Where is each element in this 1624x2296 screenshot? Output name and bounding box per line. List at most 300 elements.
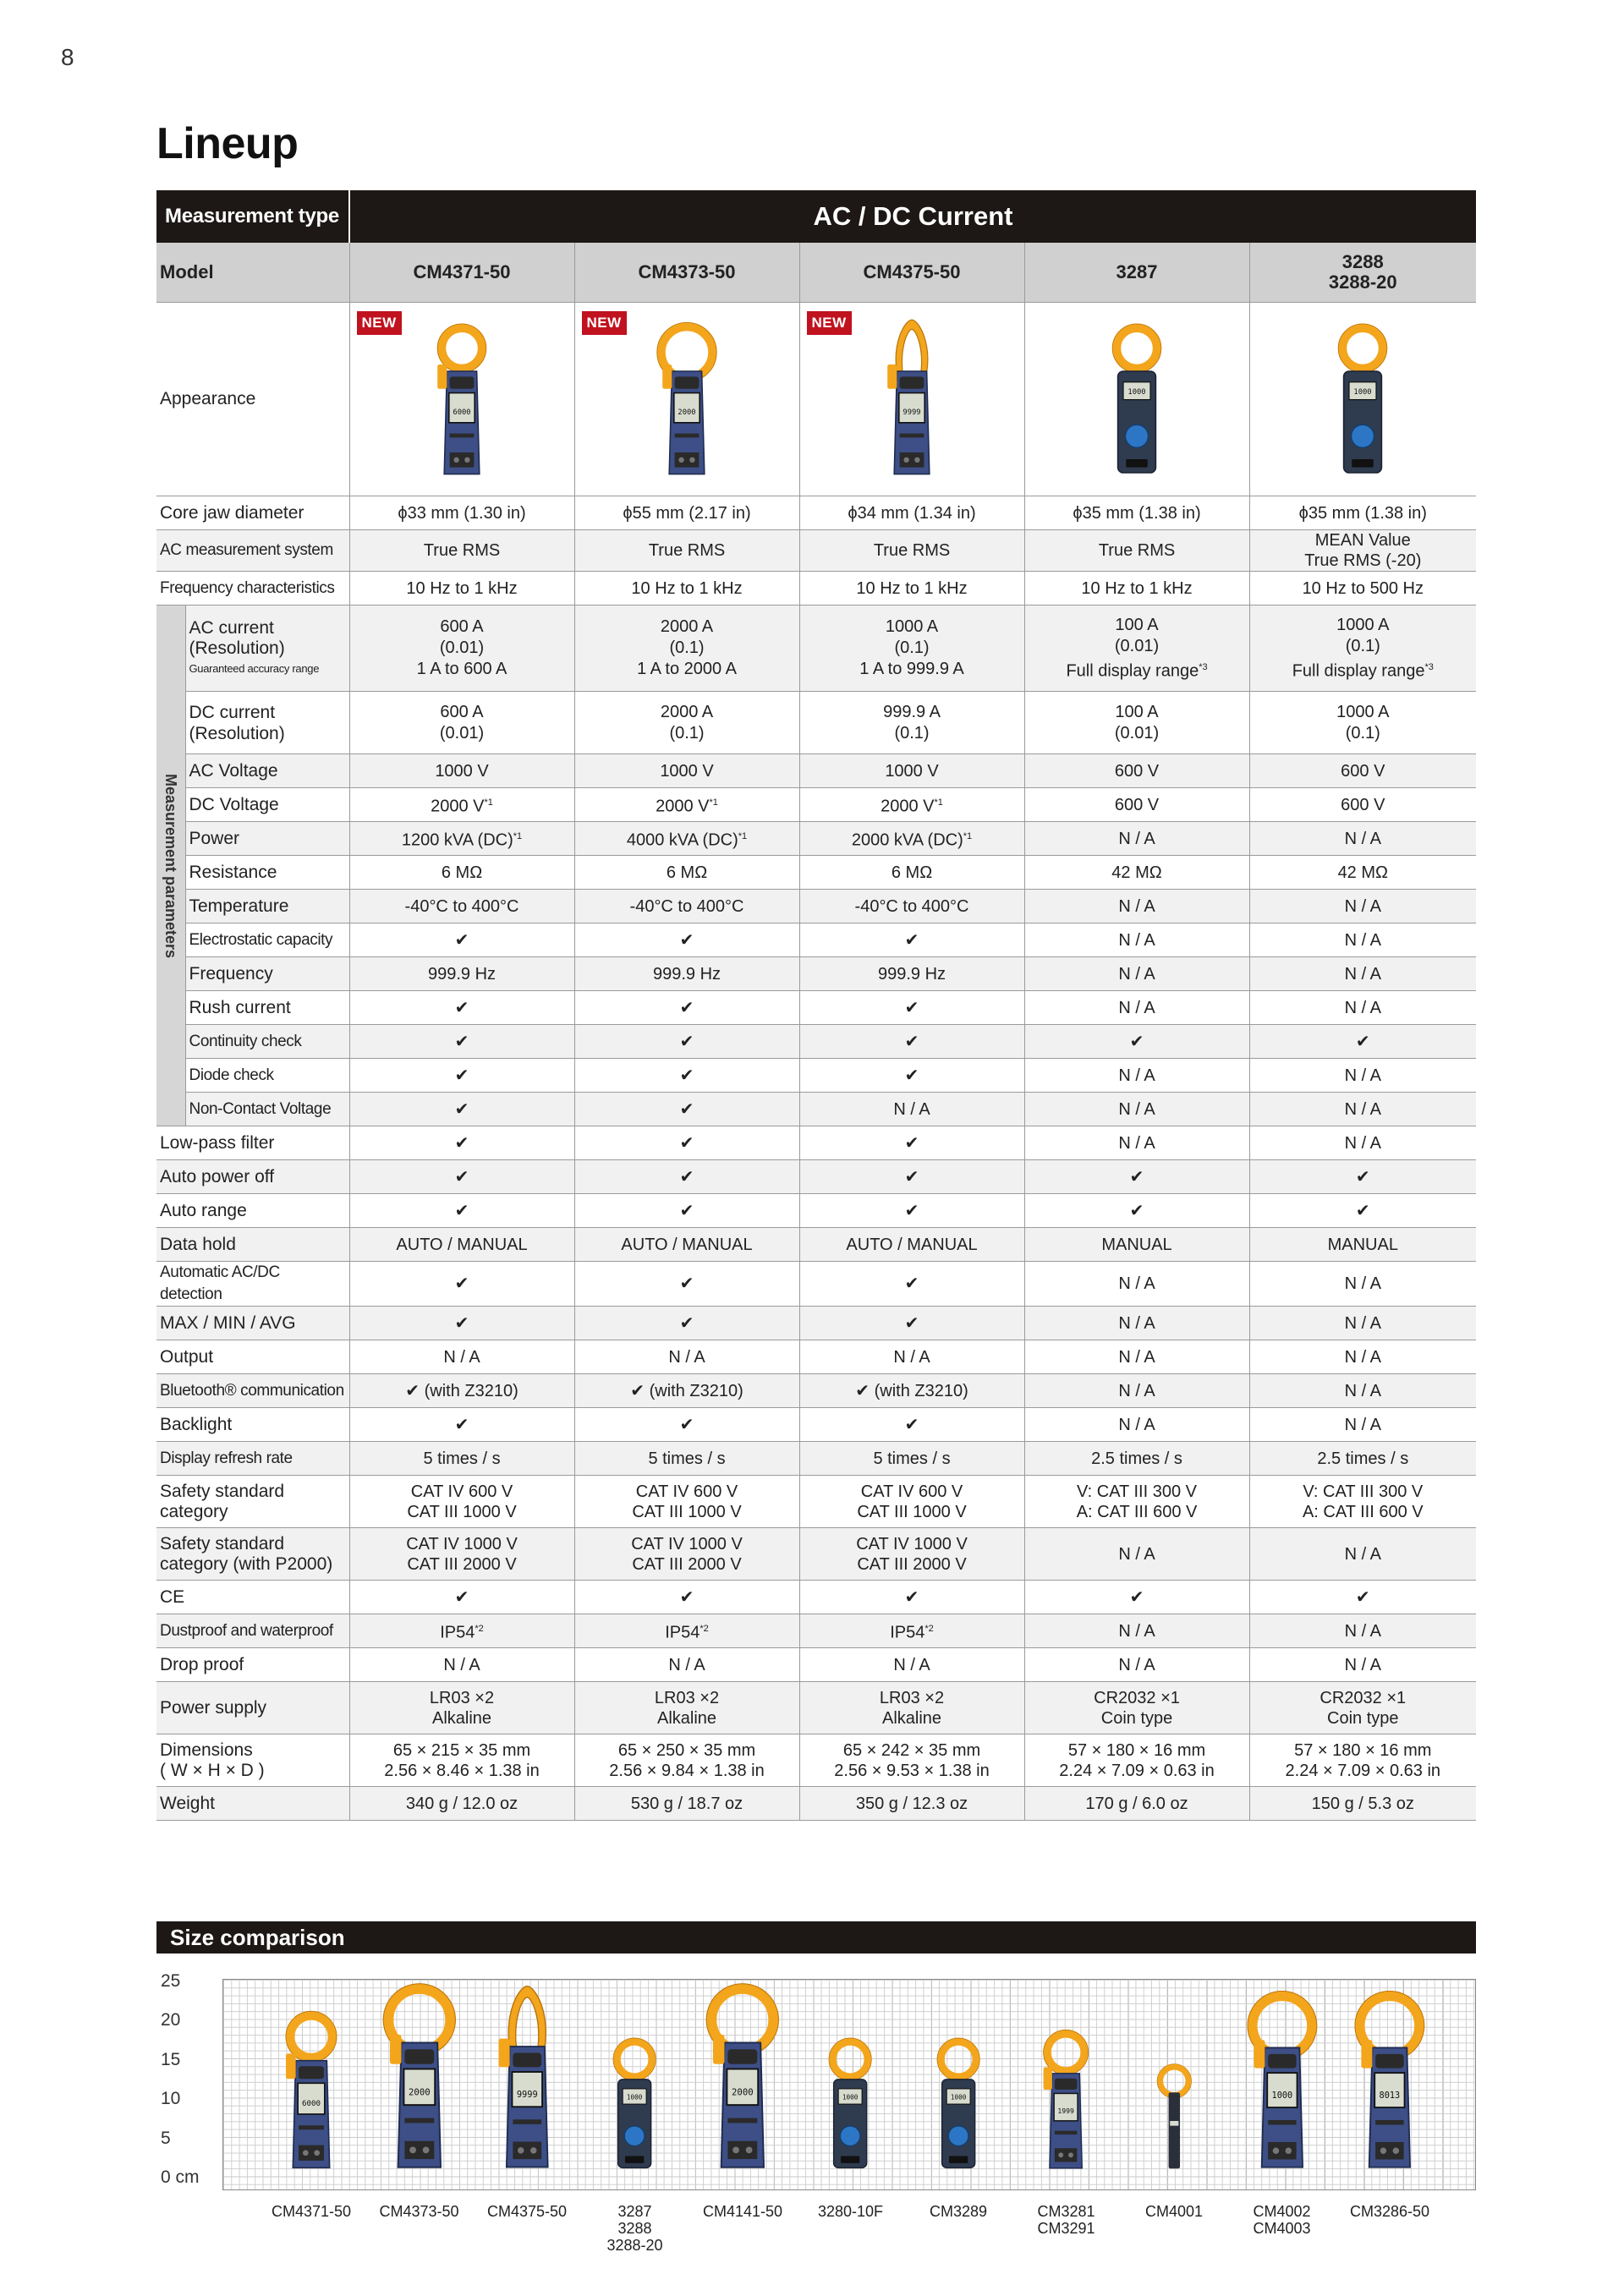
spec-cell: V: CAT III 300 V A: CAT III 600 V <box>1249 1476 1476 1528</box>
spec-cell: -40°C to 400°C <box>799 890 1024 923</box>
spec-cell: 100 A (0.01) <box>1024 692 1249 754</box>
footnote-mark: *1 <box>484 797 493 808</box>
spec-cell: ✔ <box>349 1307 574 1340</box>
spec-cell: 2000 V$^{*1}$ <box>799 788 1024 822</box>
size-comparison-label: CM4371-50 <box>271 2203 352 2220</box>
svg-text:1000: 1000 <box>627 2093 643 2101</box>
spec-cell: N / A <box>799 1093 1024 1126</box>
spec-row-label: Drop proof <box>156 1648 349 1682</box>
spec-cell: ✔ <box>349 1025 574 1059</box>
spec-cell: AUTO / MANUAL <box>349 1228 574 1262</box>
spec-cell: ✔ <box>1024 1194 1249 1228</box>
spec-row <box>156 1787 1476 1821</box>
spec-cell: CAT IV 1000 V CAT III 2000 V <box>574 1528 799 1581</box>
model-name: CM4373-50 <box>574 243 799 303</box>
spec-row <box>156 1682 1476 1734</box>
spec-cell: ✔ <box>349 1581 574 1614</box>
spec-row-label: Frequency <box>185 957 349 991</box>
spec-row <box>156 1126 1476 1160</box>
spec-row <box>156 923 1476 957</box>
svg-text:1000: 1000 <box>1353 388 1372 397</box>
spec-cell: ✔ <box>799 1194 1024 1228</box>
footnote-mark: *1 <box>963 831 973 842</box>
spec-cell: ✔ <box>799 1307 1024 1340</box>
size-comparison-header: Size comparison <box>156 1921 1476 1954</box>
spec-cell: ϕ35 mm (1.38 in) <box>1024 496 1249 530</box>
footnote-mark: *2 <box>475 1624 484 1635</box>
size-axis-tick: 10 <box>161 2089 181 2108</box>
spec-cell: N / A <box>1249 1307 1476 1340</box>
size-comparison-device <box>1034 2024 1097 2178</box>
spec-cell: 600 V <box>1249 754 1476 788</box>
page-number: 8 <box>61 44 74 70</box>
spec-row <box>156 572 1476 606</box>
footnote-mark: *2 <box>924 1624 934 1635</box>
svg-text:8013: 8013 <box>1379 2091 1401 2101</box>
spec-row <box>156 496 1476 530</box>
page-title: Lineup <box>156 119 299 168</box>
spec-cell: N / A <box>1249 1648 1476 1682</box>
spec-cell: CR2032 ×1 Coin type <box>1249 1682 1476 1734</box>
size-comparison-label: CM4141-50 <box>702 2203 783 2220</box>
header-row-measurement-type <box>156 190 1476 243</box>
spec-row <box>156 1025 1476 1059</box>
spec-cell: N / A <box>799 1340 1024 1374</box>
spec-cell: N / A <box>1024 991 1249 1025</box>
spec-row-label: Backlight <box>156 1408 349 1442</box>
spec-cell: 6 MΩ <box>799 856 1024 890</box>
spec-row-label: DC Voltage <box>185 788 349 822</box>
new-badge: NEW <box>357 311 402 335</box>
spec-cell: 42 MΩ <box>1249 856 1476 890</box>
spec-cell: N / A <box>1249 1408 1476 1442</box>
spec-cell: True RMS <box>1024 530 1249 572</box>
size-comparison-label: CM4001 <box>1144 2203 1204 2220</box>
spec-cell: 10 Hz to 1 kHz <box>349 572 574 606</box>
spec-cell: MANUAL <box>1024 1228 1249 1262</box>
spec-cell: N / A <box>1249 991 1476 1025</box>
spec-row-label: Display refresh rate <box>156 1442 349 1476</box>
spec-cell: N / A <box>1249 1374 1476 1408</box>
model-label: Model <box>156 243 349 303</box>
spec-row <box>156 788 1476 822</box>
appearance-cell <box>574 303 799 496</box>
spec-cell: 4000 kVA (DC)$^{*1}$ <box>574 822 799 856</box>
size-comparison-label: CM4373-50 <box>379 2203 459 2220</box>
spec-cell: CAT IV 600 V CAT III 1000 V <box>349 1476 574 1528</box>
spec-cell: ✔ <box>349 991 574 1025</box>
spec-cell: ✔ <box>799 1059 1024 1093</box>
appearance-image <box>575 303 799 496</box>
spec-row <box>156 1734 1476 1787</box>
spec-cell: N / A <box>1024 1126 1249 1160</box>
size-comparison-device <box>605 2032 664 2178</box>
footnote-mark: *2 <box>700 1624 709 1635</box>
svg-text:2000: 2000 <box>408 2086 431 2097</box>
svg-text:9999: 9999 <box>903 408 921 418</box>
spec-cell: -40°C to 400°C <box>574 890 799 923</box>
spec-cell: ✔ <box>574 1262 799 1307</box>
appearance-row <box>156 303 1476 496</box>
spec-row <box>156 991 1476 1025</box>
footnote-mark: *1 <box>738 831 748 842</box>
appearance-cell <box>1024 303 1249 496</box>
appearance-image <box>1025 303 1249 496</box>
spec-cell: N / A <box>1024 1648 1249 1682</box>
spec-cell: ✔ <box>349 1194 574 1228</box>
size-comparison-device <box>276 2004 347 2178</box>
svg-text:6000: 6000 <box>301 2099 321 2109</box>
spec-cell: ✔ <box>1249 1581 1476 1614</box>
spec-cell: ✔ <box>574 1408 799 1442</box>
new-badge: NEW <box>582 311 627 335</box>
spec-cell: 5 times / s <box>799 1442 1024 1476</box>
spec-row <box>156 1228 1476 1262</box>
spec-row-label: Electrostatic capacity <box>185 923 349 957</box>
size-comparison-label: CM3286-50 <box>1349 2203 1430 2220</box>
spec-cell: ✔ <box>799 1126 1024 1160</box>
spec-cell: ϕ34 mm (1.34 in) <box>799 496 1024 530</box>
size-comparison-label: CM3289 <box>929 2203 988 2220</box>
size-comparison-devices <box>222 1979 1476 2190</box>
spec-cell: CAT IV 1000 V CAT III 2000 V <box>349 1528 574 1581</box>
measurement-type-label: Measurement type <box>156 190 349 243</box>
measurement-parameters-side-label: Measurement parameters <box>156 606 185 1126</box>
header-row-model <box>156 243 1476 303</box>
spec-cell: 350 g / 12.3 oz <box>799 1787 1024 1821</box>
size-comparison-device <box>820 2032 880 2178</box>
spec-cell: LR03 ×2 Alkaline <box>349 1682 574 1734</box>
spec-cell: N / A <box>1024 923 1249 957</box>
spec-cell: 170 g / 6.0 oz <box>1024 1787 1249 1821</box>
spec-cell: N / A <box>574 1340 799 1374</box>
spec-row-dc-current <box>156 692 1476 754</box>
spec-cell: CR2032 ×1 Coin type <box>1024 1682 1249 1734</box>
spec-cell: 1000 A (0.1) <box>1249 692 1476 754</box>
spec-row <box>156 1374 1476 1408</box>
spec-row-ac-current <box>156 606 1476 692</box>
spec-row <box>156 890 1476 923</box>
new-badge: NEW <box>807 311 852 335</box>
spec-cell: True RMS <box>349 530 574 572</box>
spec-cell: N / A <box>1249 1262 1476 1307</box>
spec-cell: CAT IV 600 V CAT III 1000 V <box>574 1476 799 1528</box>
spec-row <box>156 1262 1476 1307</box>
spec-cell: IP54$^{*2}$ <box>574 1614 799 1648</box>
spec-row-label: Safety standard category <box>156 1476 349 1528</box>
spec-cell: ✔ <box>799 991 1024 1025</box>
spec-cell: True RMS <box>574 530 799 572</box>
model-name: CM4375-50 <box>799 243 1024 303</box>
measurement-type-value: AC / DC Current <box>349 190 1476 243</box>
spec-cell: 6 MΩ <box>349 856 574 890</box>
spec-cell: IP54$^{*2}$ <box>799 1614 1024 1648</box>
spec-cell: 999.9 Hz <box>574 957 799 991</box>
lineup-spec-table <box>156 190 1476 1821</box>
spec-row-label: DC current (Resolution) <box>185 692 349 754</box>
size-comparison-label: CM4375-50 <box>486 2203 568 2220</box>
spec-cell: CAT IV 1000 V CAT III 2000 V <box>799 1528 1024 1581</box>
size-axis-tick: 0 cm <box>161 2167 200 2187</box>
spec-cell: ✔ (with Z3210) <box>574 1374 799 1408</box>
spec-cell: 2000 A (0.1) <box>574 692 799 754</box>
spec-cell: 65 × 242 × 35 mm 2.56 × 9.53 × 1.38 in <box>799 1734 1024 1787</box>
spec-cell: 600 V <box>1024 788 1249 822</box>
spec-cell: N / A <box>1024 1528 1249 1581</box>
spec-cell: ✔ <box>574 923 799 957</box>
spec-row <box>156 1648 1476 1682</box>
spec-cell: N / A <box>1024 1614 1249 1648</box>
size-comparison-label: CM4002 CM4003 <box>1253 2203 1311 2237</box>
spec-row-label: Non-Contact Voltage <box>185 1093 349 1126</box>
svg-text:9999: 9999 <box>516 2089 538 2100</box>
spec-cell: 340 g / 12.0 oz <box>349 1787 574 1821</box>
spec-row-label: AC Voltage <box>185 754 349 788</box>
size-comparison-device <box>1150 2059 1199 2178</box>
size-comparison-label: 3280-10F <box>817 2203 884 2220</box>
spec-cell: N / A <box>799 1648 1024 1682</box>
spec-row-label: Auto power off <box>156 1160 349 1194</box>
size-comparison-device <box>1350 1985 1429 2178</box>
svg-text:2000: 2000 <box>678 408 696 418</box>
spec-cell: ✔ <box>574 1126 799 1160</box>
spec-cell: ✔ <box>349 1262 574 1307</box>
spec-cell: ✔ <box>1024 1160 1249 1194</box>
svg-text:1000: 1000 <box>842 2093 859 2101</box>
spec-cell: 1000 V <box>574 754 799 788</box>
spec-cell: 2000 V$^{*1}$ <box>349 788 574 822</box>
spec-row <box>156 1307 1476 1340</box>
spec-cell: ϕ55 mm (2.17 in) <box>574 496 799 530</box>
spec-row-label: Diode check <box>185 1059 349 1093</box>
spec-cell: N / A <box>349 1340 574 1374</box>
spec-cell: 600 A (0.01) 1 A to 600 A <box>349 606 574 692</box>
spec-cell: ✔ <box>799 1160 1024 1194</box>
size-comparison-device <box>378 1977 461 2178</box>
svg-text:1000: 1000 <box>950 2093 967 2101</box>
footnote-mark: *1 <box>934 797 943 808</box>
spec-row <box>156 1581 1476 1614</box>
spec-cell: ✔ <box>349 1126 574 1160</box>
svg-text:1000: 1000 <box>1271 2091 1292 2101</box>
spec-row <box>156 1408 1476 1442</box>
spec-row-label: AC current (Resolution) Guaranteed accuracy range <box>185 606 349 692</box>
spec-cell: 999.9 A (0.1) <box>799 692 1024 754</box>
clamp-meter-illustration <box>1329 310 1396 493</box>
spec-cell: 10 Hz to 1 kHz <box>799 572 1024 606</box>
spec-row-label: Dimensions ( W × H × D ) <box>156 1734 349 1787</box>
spec-row <box>156 530 1476 572</box>
size-comparison-device <box>929 2032 988 2178</box>
clamp-meter-illustration <box>1103 310 1171 493</box>
spec-cell: 57 × 180 × 16 mm 2.24 × 7.09 × 0.63 in <box>1024 1734 1249 1787</box>
appearance-image <box>350 303 574 496</box>
spec-row-label: MAX / MIN / AVG <box>156 1307 349 1340</box>
spec-row-label: AC measurement system <box>156 530 349 572</box>
spec-cell: True RMS <box>799 530 1024 572</box>
spec-cell: 10 Hz to 1 kHz <box>574 572 799 606</box>
spec-cell: N / A <box>1024 1059 1249 1093</box>
size-comparison-device <box>487 1983 568 2178</box>
spec-cell: N / A <box>1024 822 1249 856</box>
size-comparison-label: CM3281 CM3291 <box>1037 2203 1095 2237</box>
spec-cell: N / A <box>1024 890 1249 923</box>
spec-cell: ✔ <box>1024 1581 1249 1614</box>
spec-row-label: Frequency characteristics <box>156 572 349 606</box>
spec-cell: ✔ <box>574 1194 799 1228</box>
spec-cell: 10 Hz to 500 Hz <box>1249 572 1476 606</box>
model-name: 3287 <box>1024 243 1249 303</box>
spec-row-label: CE <box>156 1581 349 1614</box>
spec-row-label: Power supply <box>156 1682 349 1734</box>
clamp-meter-illustration <box>428 310 496 493</box>
appearance-image <box>800 303 1024 496</box>
spec-cell: LR03 ×2 Alkaline <box>799 1682 1024 1734</box>
appearance-cell <box>799 303 1024 496</box>
spec-cell: ✔ <box>799 1408 1024 1442</box>
spec-cell: 530 g / 18.7 oz <box>574 1787 799 1821</box>
size-axis-tick: 20 <box>161 2010 181 2030</box>
spec-cell: 1000 A (0.1) 1 A to 999.9 A <box>799 606 1024 692</box>
spec-cell: 1000 V <box>799 754 1024 788</box>
spec-cell: N / A <box>1024 1408 1249 1442</box>
spec-cell: 1200 kVA (DC)$^{*1}$ <box>349 822 574 856</box>
spec-cell: 5 times / s <box>349 1442 574 1476</box>
spec-row <box>156 1340 1476 1374</box>
spec-cell: 600 A (0.01) <box>349 692 574 754</box>
spec-cell: N / A <box>1249 923 1476 957</box>
svg-text:1000: 1000 <box>1127 388 1146 397</box>
spec-cell: ✔ <box>574 991 799 1025</box>
spec-cell: 999.9 Hz <box>349 957 574 991</box>
spec-cell: N / A <box>349 1648 574 1682</box>
spec-cell: ✔ <box>1249 1160 1476 1194</box>
size-axis-tick: 5 <box>161 2128 171 2148</box>
spec-row-label: Temperature <box>185 890 349 923</box>
spec-cell: N / A <box>1249 1059 1476 1093</box>
footnote-mark: *1 <box>513 831 523 842</box>
spec-cell: ✔ <box>574 1307 799 1340</box>
spec-row-label: Power <box>185 822 349 856</box>
spec-row-label: Low-pass filter <box>156 1126 349 1160</box>
spec-cell: N / A <box>1249 1614 1476 1648</box>
spec-cell: N / A <box>1249 1528 1476 1581</box>
spec-cell: 5 times / s <box>574 1442 799 1476</box>
spec-cell: -40°C to 400°C <box>349 890 574 923</box>
spec-cell: AUTO / MANUAL <box>574 1228 799 1262</box>
size-comparison-device <box>1243 1985 1322 2178</box>
spec-row <box>156 856 1476 890</box>
spec-row <box>156 957 1476 991</box>
spec-cell: V: CAT III 300 V A: CAT III 600 V <box>1024 1476 1249 1528</box>
spec-row-label: Safety standard category (with P2000) <box>156 1528 349 1581</box>
spec-row-label: Output <box>156 1340 349 1374</box>
spec-cell: ✔ <box>349 1059 574 1093</box>
spec-cell: 600 V <box>1249 788 1476 822</box>
spec-row-label: Resistance <box>185 856 349 890</box>
svg-text:2000: 2000 <box>732 2086 754 2097</box>
spec-row <box>156 1476 1476 1528</box>
spec-cell: 2000 kVA (DC)$^{*1}$ <box>799 822 1024 856</box>
spec-row <box>156 1160 1476 1194</box>
spec-cell: N / A <box>1024 957 1249 991</box>
spec-row-label: Automatic AC/DC detection <box>156 1262 349 1307</box>
spec-cell: CAT IV 600 V CAT III 1000 V <box>799 1476 1024 1528</box>
spec-row <box>156 1614 1476 1648</box>
spec-cell: N / A <box>574 1648 799 1682</box>
spec-cell: MEAN Value True RMS (-20) <box>1249 530 1476 572</box>
spec-cell: ✔ <box>574 1581 799 1614</box>
spec-row-label: Weight <box>156 1787 349 1821</box>
spec-cell: 600 V <box>1024 754 1249 788</box>
model-name: 3288 3288-20 <box>1249 243 1476 303</box>
spec-cell: 1000 V <box>349 754 574 788</box>
spec-cell: ✔ <box>799 1025 1024 1059</box>
spec-row-label: Data hold <box>156 1228 349 1262</box>
spec-row <box>156 822 1476 856</box>
spec-cell: N / A <box>1024 1307 1249 1340</box>
spec-cell: N / A <box>1249 890 1476 923</box>
spec-cell: 2.5 times / s <box>1249 1442 1476 1476</box>
spec-cell: AUTO / MANUAL <box>799 1228 1024 1262</box>
spec-cell: N / A <box>1249 957 1476 991</box>
model-name: CM4371-50 <box>349 243 574 303</box>
spec-cell: 65 × 215 × 35 mm 2.56 × 8.46 × 1.38 in <box>349 1734 574 1787</box>
spec-cell: 100 A (0.01) Full display range$^{*3}$ <box>1024 606 1249 692</box>
spec-cell: ✔ <box>799 1262 1024 1307</box>
clamp-meter-illustration <box>878 310 946 493</box>
spec-cell: 2.5 times / s <box>1024 1442 1249 1476</box>
appearance-label: Appearance <box>156 303 349 496</box>
clamp-meter-illustration <box>653 310 721 493</box>
size-axis-tick: 15 <box>161 2049 181 2069</box>
spec-cell: N / A <box>1024 1340 1249 1374</box>
spec-cell: ✔ <box>349 1160 574 1194</box>
spec-cell: ✔ <box>349 1408 574 1442</box>
spec-row <box>156 754 1476 788</box>
spec-row-label: Rush current <box>185 991 349 1025</box>
spec-row <box>156 1093 1476 1126</box>
spec-cell: 65 × 250 × 35 mm 2.56 × 9.84 × 1.38 in <box>574 1734 799 1787</box>
appearance-image <box>1250 303 1477 496</box>
spec-row <box>156 1528 1476 1581</box>
spec-row <box>156 1194 1476 1228</box>
spec-cell: ✔ <box>349 1093 574 1126</box>
spec-cell: 1000 A (0.1) Full display range$^{*3}$ <box>1249 606 1476 692</box>
spec-row-label: Core jaw diameter <box>156 496 349 530</box>
spec-row <box>156 1059 1476 1093</box>
spec-cell: MANUAL <box>1249 1228 1476 1262</box>
spec-cell: ✔ (with Z3210) <box>799 1374 1024 1408</box>
spec-cell: ✔ <box>799 923 1024 957</box>
spec-cell: ✔ <box>574 1025 799 1059</box>
spec-cell: N / A <box>1024 1374 1249 1408</box>
spec-cell: ϕ35 mm (1.38 in) <box>1249 496 1476 530</box>
spec-cell: ✔ <box>349 923 574 957</box>
spec-cell: 2000 A (0.1) 1 A to 2000 A <box>574 606 799 692</box>
spec-cell: N / A <box>1249 1340 1476 1374</box>
spec-cell: ✔ <box>799 1581 1024 1614</box>
spec-row-label: Continuity check <box>185 1025 349 1059</box>
spec-row-label: Bluetooth® communication <box>156 1374 349 1408</box>
spec-row-label: Auto range <box>156 1194 349 1228</box>
size-comparison-device <box>701 1977 784 2178</box>
spec-cell: N / A <box>1249 1126 1476 1160</box>
appearance-cell <box>349 303 574 496</box>
spec-cell: N / A <box>1024 1262 1249 1307</box>
spec-cell: N / A <box>1024 1093 1249 1126</box>
spec-cell: 42 MΩ <box>1024 856 1249 890</box>
